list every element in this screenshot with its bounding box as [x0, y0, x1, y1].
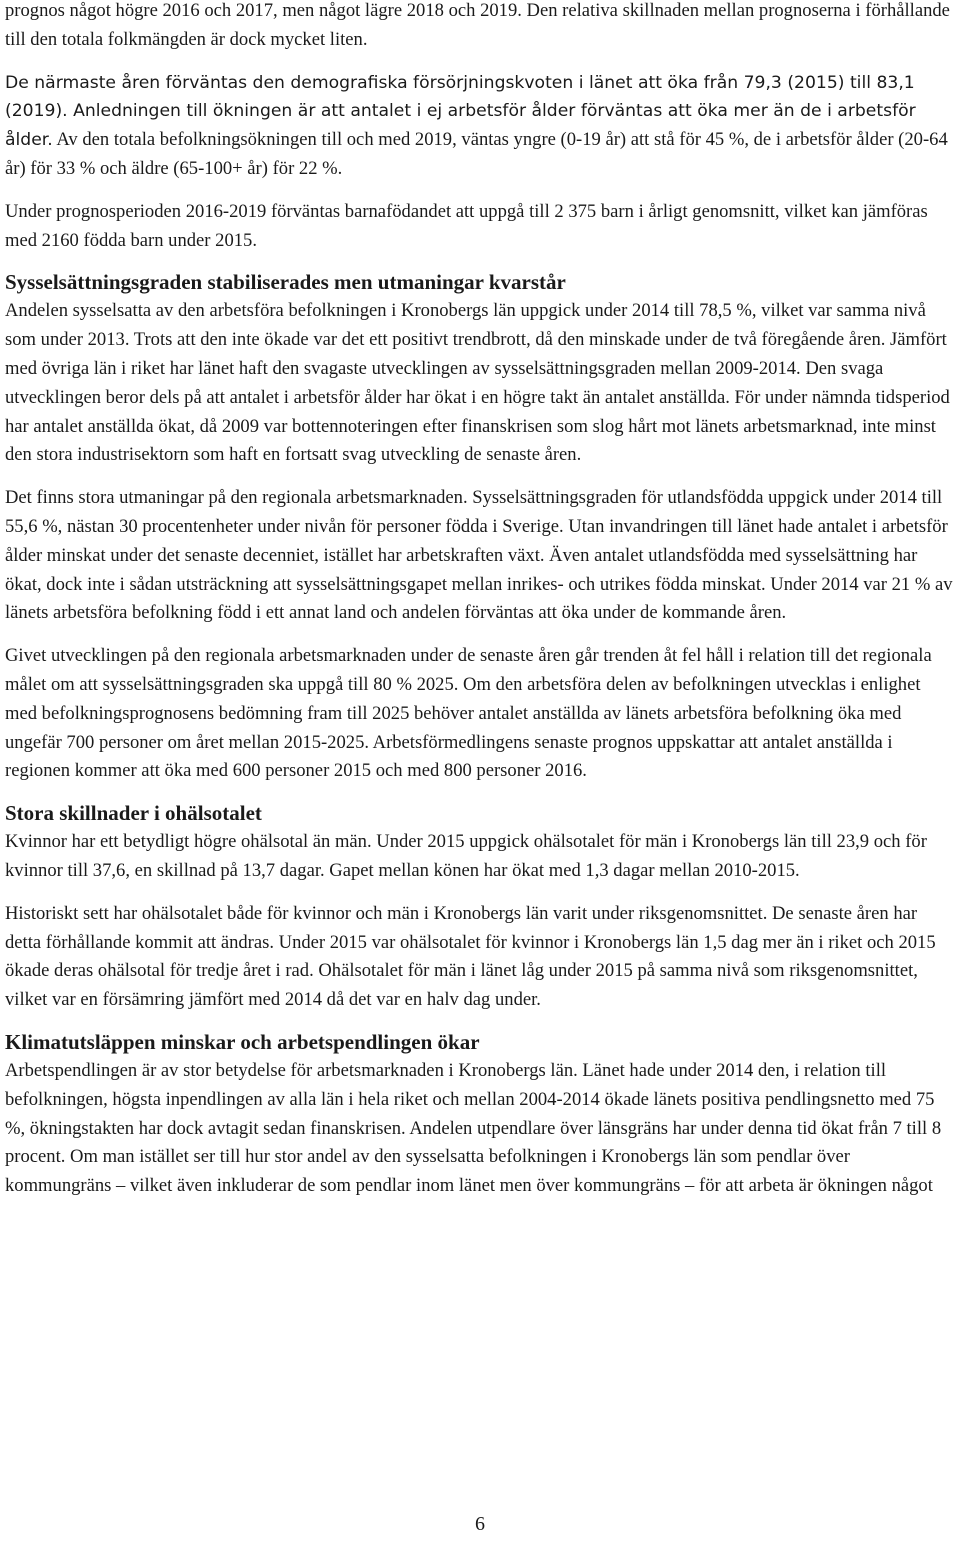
paragraph-regional-challenges: Det finns stora utmaningar på den regionala arbetsmarknaden. Sysselsättningsgraden för utlandsfödda uppgick under 2014 till 55,6 %, nästan 30 procentenheter under nivån för personer födda i Sverige. Utan invandringen till länet hade antalet i arbetsför ålder minskat under det senaste decenniet, istället har arbetskraften växt. Även antalet utlandsfödda med sysselsättning har ökat, dock inte i sådan utsträckning att sysselsättningsgapet mellan inrikes- och utrikes födda minskat. Under 2014 var 21 % av länets arbetsföra befolkning född i ett annat land och andelen förväntas att öka under de kommande åren.	[5, 487, 953, 624]
paragraph-employment-rate: Andelen sysselsatta av den arbetsföra befolkningen i Kronobergs län uppgick under 2014 till 78,5 %, vilket var samma nivå som under 2013. Trots att den inte ökade var det ett positivt trendbrott, då den minskade under de två föregående åren. Jämfört med övriga län i riket har länet haft den svagaste utvecklingen av sysselsättningsgraden mellan 2009-2014. Den svaga utvecklingen beror dels på att antalet i arbetsför ålder har ökat i en högre takt än antalet anställda. För under nämnda tidsperiod har antalet anställda ökat, då 2009 var bottennoteringen efter finanskrisen som slog hårt mot länets arbetsmarknad, inte minst den stora industrisektorn som haft en fortsatt svag utveckling de senaste åren.	[5, 300, 950, 466]
paragraph-sickness-history: Historiskt sett har ohälsotalet både för kvinnor och män i Kronobergs län varit under riksgenomsnittet. De senaste åren har detta förhållande kommit att ändras. Under 2015 var ohälsotalet för kvinnor i Kronobergs län 1,5 dag mer än i riket och 2015 ökade deras ohälsotal för tredje året i rad. Ohälsotalet för män i länet låg under 2015 på samma nivå som riksgenomsnittet, vilket var en försämring jämfört med 2014 då det var en halv dag under.	[5, 902, 936, 1011]
paragraph-sickness-gender: Kvinnor har ett betydligt högre ohälsotal än män. Under 2015 uppgick ohälsotalet för män i Kronobergs län till 23,9 och för kvinnor till 37,6, en skillnad på 13,7 dagar. Gapet mellan könen har ökat med 1,3 dagar mellan 2010-2015.	[5, 831, 927, 881]
document-page	[5, 0, 955, 1201]
paragraph-commuting: Arbetspendlingen är av stor betydelse för arbetsmarknaden i Kronobergs län. Länet hade under 2014 den, i relation till befolkningen, högsta inpendlingen av alla län i hela riket och mellan 2004-2014 ökade länets positiva pendlingsnetto med 75 %, ökningstakten har dock avtagit sedan finanskrisen. Andelen utpendlare över länsgräns har under denna tid ökat från 7 till 8 procent. Om man istället ser till hur stor andel av den sysselsatta befolkningen i Kronobergs län som pendlar över kommungräns – vilket även inkluderar de som pendlar inom länet men över kommungräns – för att arbeta är ökningen något	[5, 1059, 942, 1197]
page-number: 6	[475, 1513, 485, 1535]
heading-climate-commuting: Klimatutsläppen minskar och arbetspendlingen ökar	[5, 1029, 480, 1054]
section-gap	[5, 786, 955, 798]
dependency-ratio-text: De närmaste åren förväntas den demografiska försörjningskvoten i länet att öka från 79,3 (2015) till 83,1 (2019). Anledningen till ökningen är att antalet i ej arbetsför ålder förväntas att öka mer än de i arbetsför ålder.	[5, 72, 916, 151]
paragraph-regional-goal: Givet utvecklingen på den regionala arbetsmarknaden under de senaste åren går trenden åt fel håll i relation till det regionala målet om att sysselsättningsgraden ska uppgå till 80 % 2025. Om den arbetsföra delen av befolkningen utvecklas i enlighet med befolkningsprognosens bedömning fram till 2025 behöver antalet anställda av länets arbetsföra befolkning öka med ungefär 700 personer om året mellan 2015-2025. Arbetsförmedlingens senaste prognos uppskattar att antalet anställda i regionen kommer att öka med 600 personer 2015 och med 800 personer 2016.	[5, 645, 932, 782]
heading-sickness-rate: Stora skillnader i ohälsotalet	[5, 801, 262, 826]
paragraph-dependency-ratio	[5, 69, 955, 184]
paragraph-intro-continuation: prognos något högre 2016 och 2017, men något lägre 2018 och 2019. Den relativa skillnaden mellan prognoserna i förhållande till den totala folkmängden är dock mycket liten.	[5, 0, 950, 50]
paragraph-gap	[5, 184, 955, 198]
paragraph-gap	[5, 55, 955, 69]
paragraph-gap	[5, 628, 955, 642]
paragraph-births: Under prognosperioden 2016-2019 förväntas barnafödandet att uppgå till 2 375 barn i årligt genomsnitt, vilket kan jämföras med 2160 födda barn under 2015.	[5, 200, 928, 251]
section-gap	[5, 1015, 955, 1027]
paragraph-gap	[5, 886, 955, 900]
heading-employment: Sysselsättningsgraden stabiliserades men utmaningar kvarstår	[5, 270, 566, 295]
section-gap	[5, 255, 955, 267]
paragraph-gap	[5, 470, 955, 484]
population-growth-text: Av den totala befolkningsökningen till och med 2019, väntas yngre (0-19 år) att stå för 45 %, de i arbetsför ålder (20-64 år) för 33 % och äldre (65-100+ år) för 22 %.	[5, 129, 948, 179]
